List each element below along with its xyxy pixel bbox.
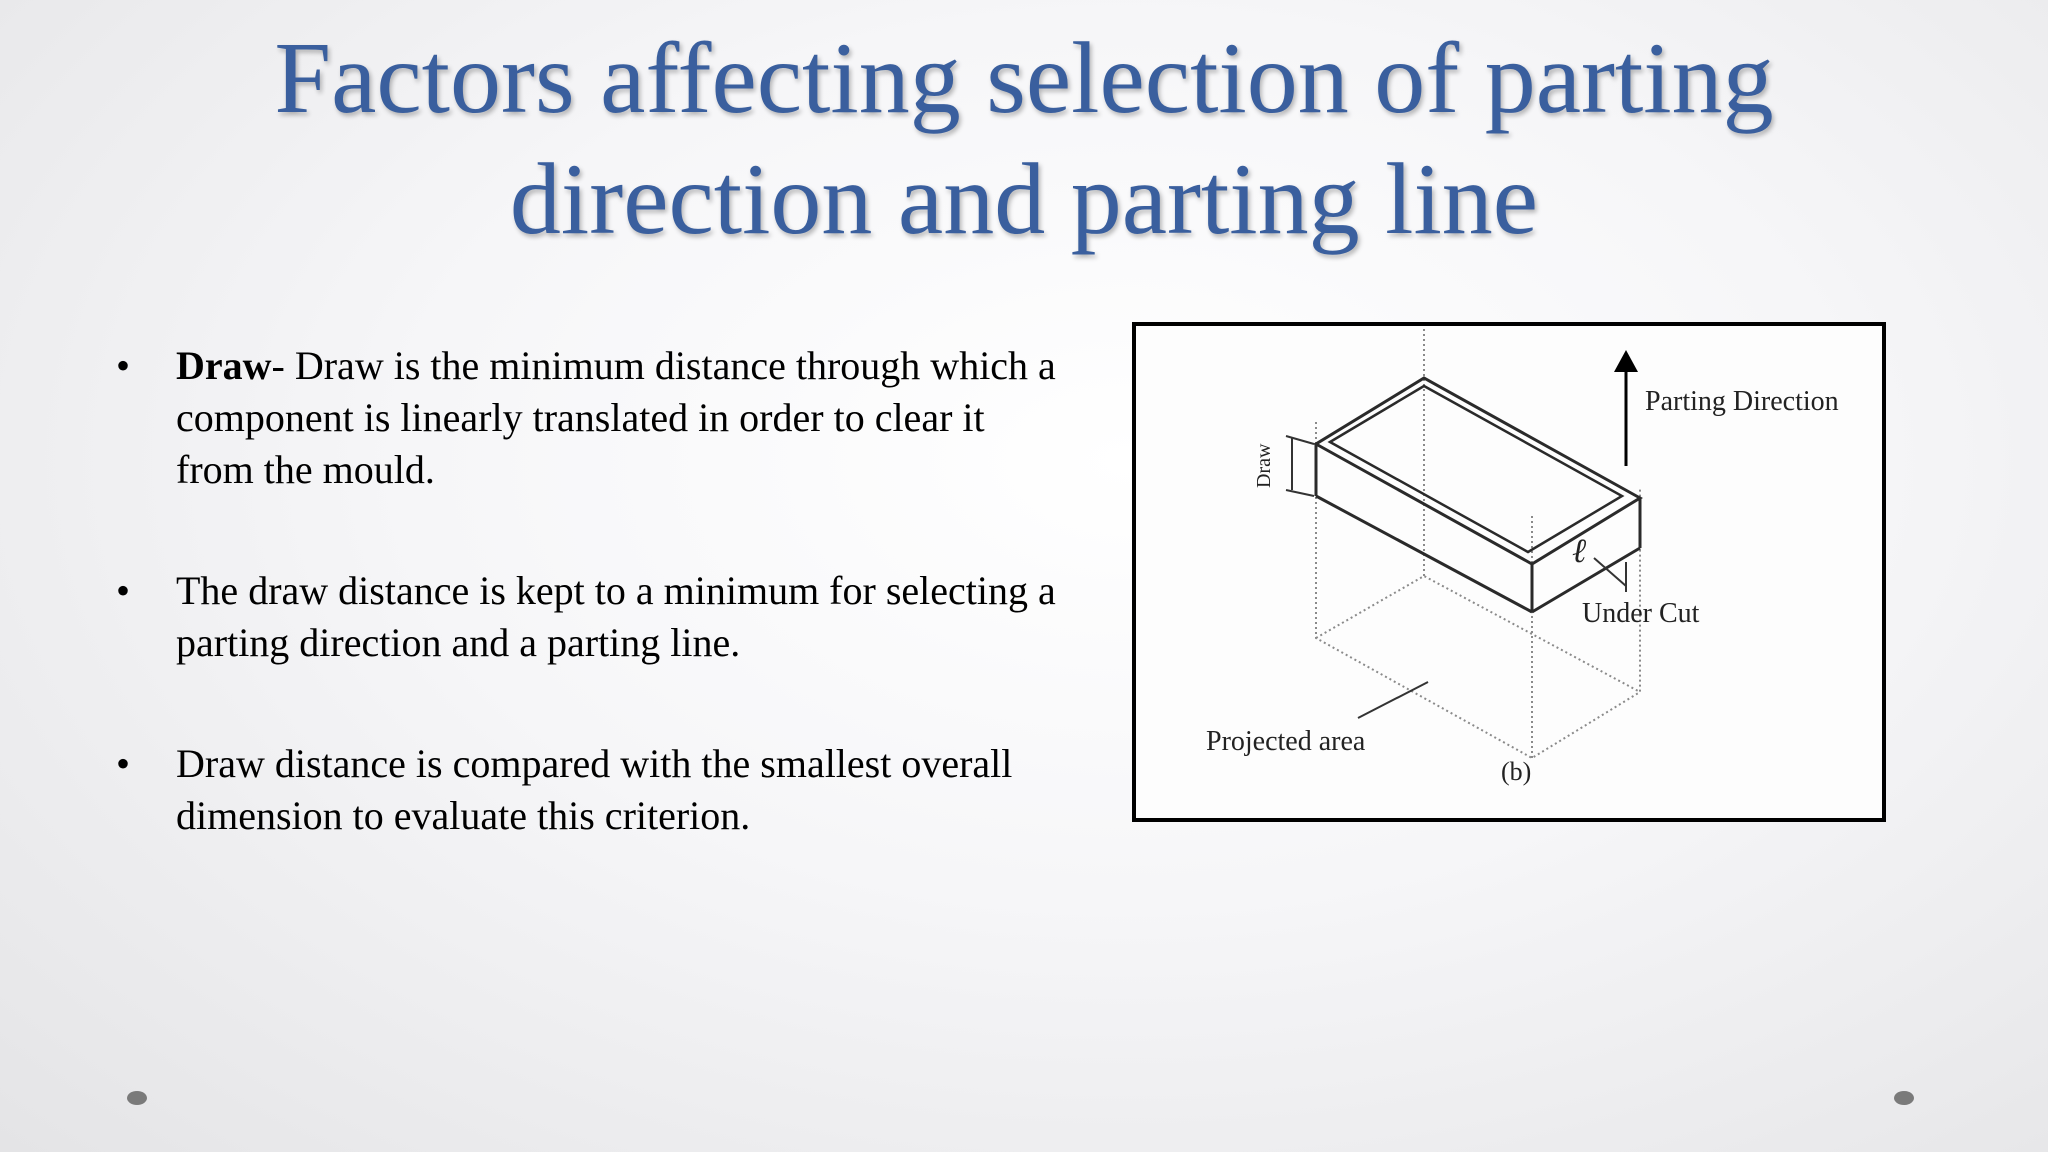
parting-diagram <box>1136 326 1882 818</box>
projected-area-leader <box>1358 682 1428 718</box>
bullet-term-draw: Draw <box>176 343 272 388</box>
bullet-item-compare <box>116 738 1066 842</box>
box-body <box>1316 378 1640 612</box>
undercut-leader <box>1594 558 1626 592</box>
projected-volume-lines <box>1316 326 1640 758</box>
bullet-marker: • <box>116 741 131 786</box>
bullet-marker: • <box>116 568 131 613</box>
bullet-text-minimum: The draw distance is kept to a minimum for selecting a parting direction and a parting line. <box>176 568 1056 665</box>
parting-direction-label: Parting Direction <box>1645 386 1839 417</box>
bullet-text-draw: - Draw is the minimum distance through which a component is linearly translated in order to clear it from the mould. <box>176 343 1056 492</box>
slide-title-line-1: Factors affecting selection of parting <box>274 22 1774 135</box>
projected-area-label: Projected area <box>1206 726 1366 757</box>
bullet-list <box>116 340 1066 842</box>
undercut-l-symbol: ℓ <box>1572 533 1587 570</box>
slide-title <box>0 18 2048 260</box>
slide-title-line-2: direction and parting line <box>509 143 1539 256</box>
bullet-text-compare: Draw distance is compared with the smallest overall dimension to evaluate this criterion. <box>176 741 1013 838</box>
parting-direction-arrow <box>1614 350 1638 466</box>
draw-label: Draw <box>1253 443 1275 488</box>
nav-dot-left <box>127 1091 147 1105</box>
figure-caption: (b) <box>1501 757 1532 786</box>
under-cut-label: Under Cut <box>1582 598 1700 629</box>
nav-dot-right <box>1894 1091 1914 1105</box>
bullet-item-minimum <box>116 565 1066 738</box>
parting-diagram-figure <box>1132 322 1886 822</box>
bullet-item-draw <box>116 340 1066 565</box>
draw-dimension <box>1286 436 1314 496</box>
bullet-marker: • <box>116 343 131 388</box>
